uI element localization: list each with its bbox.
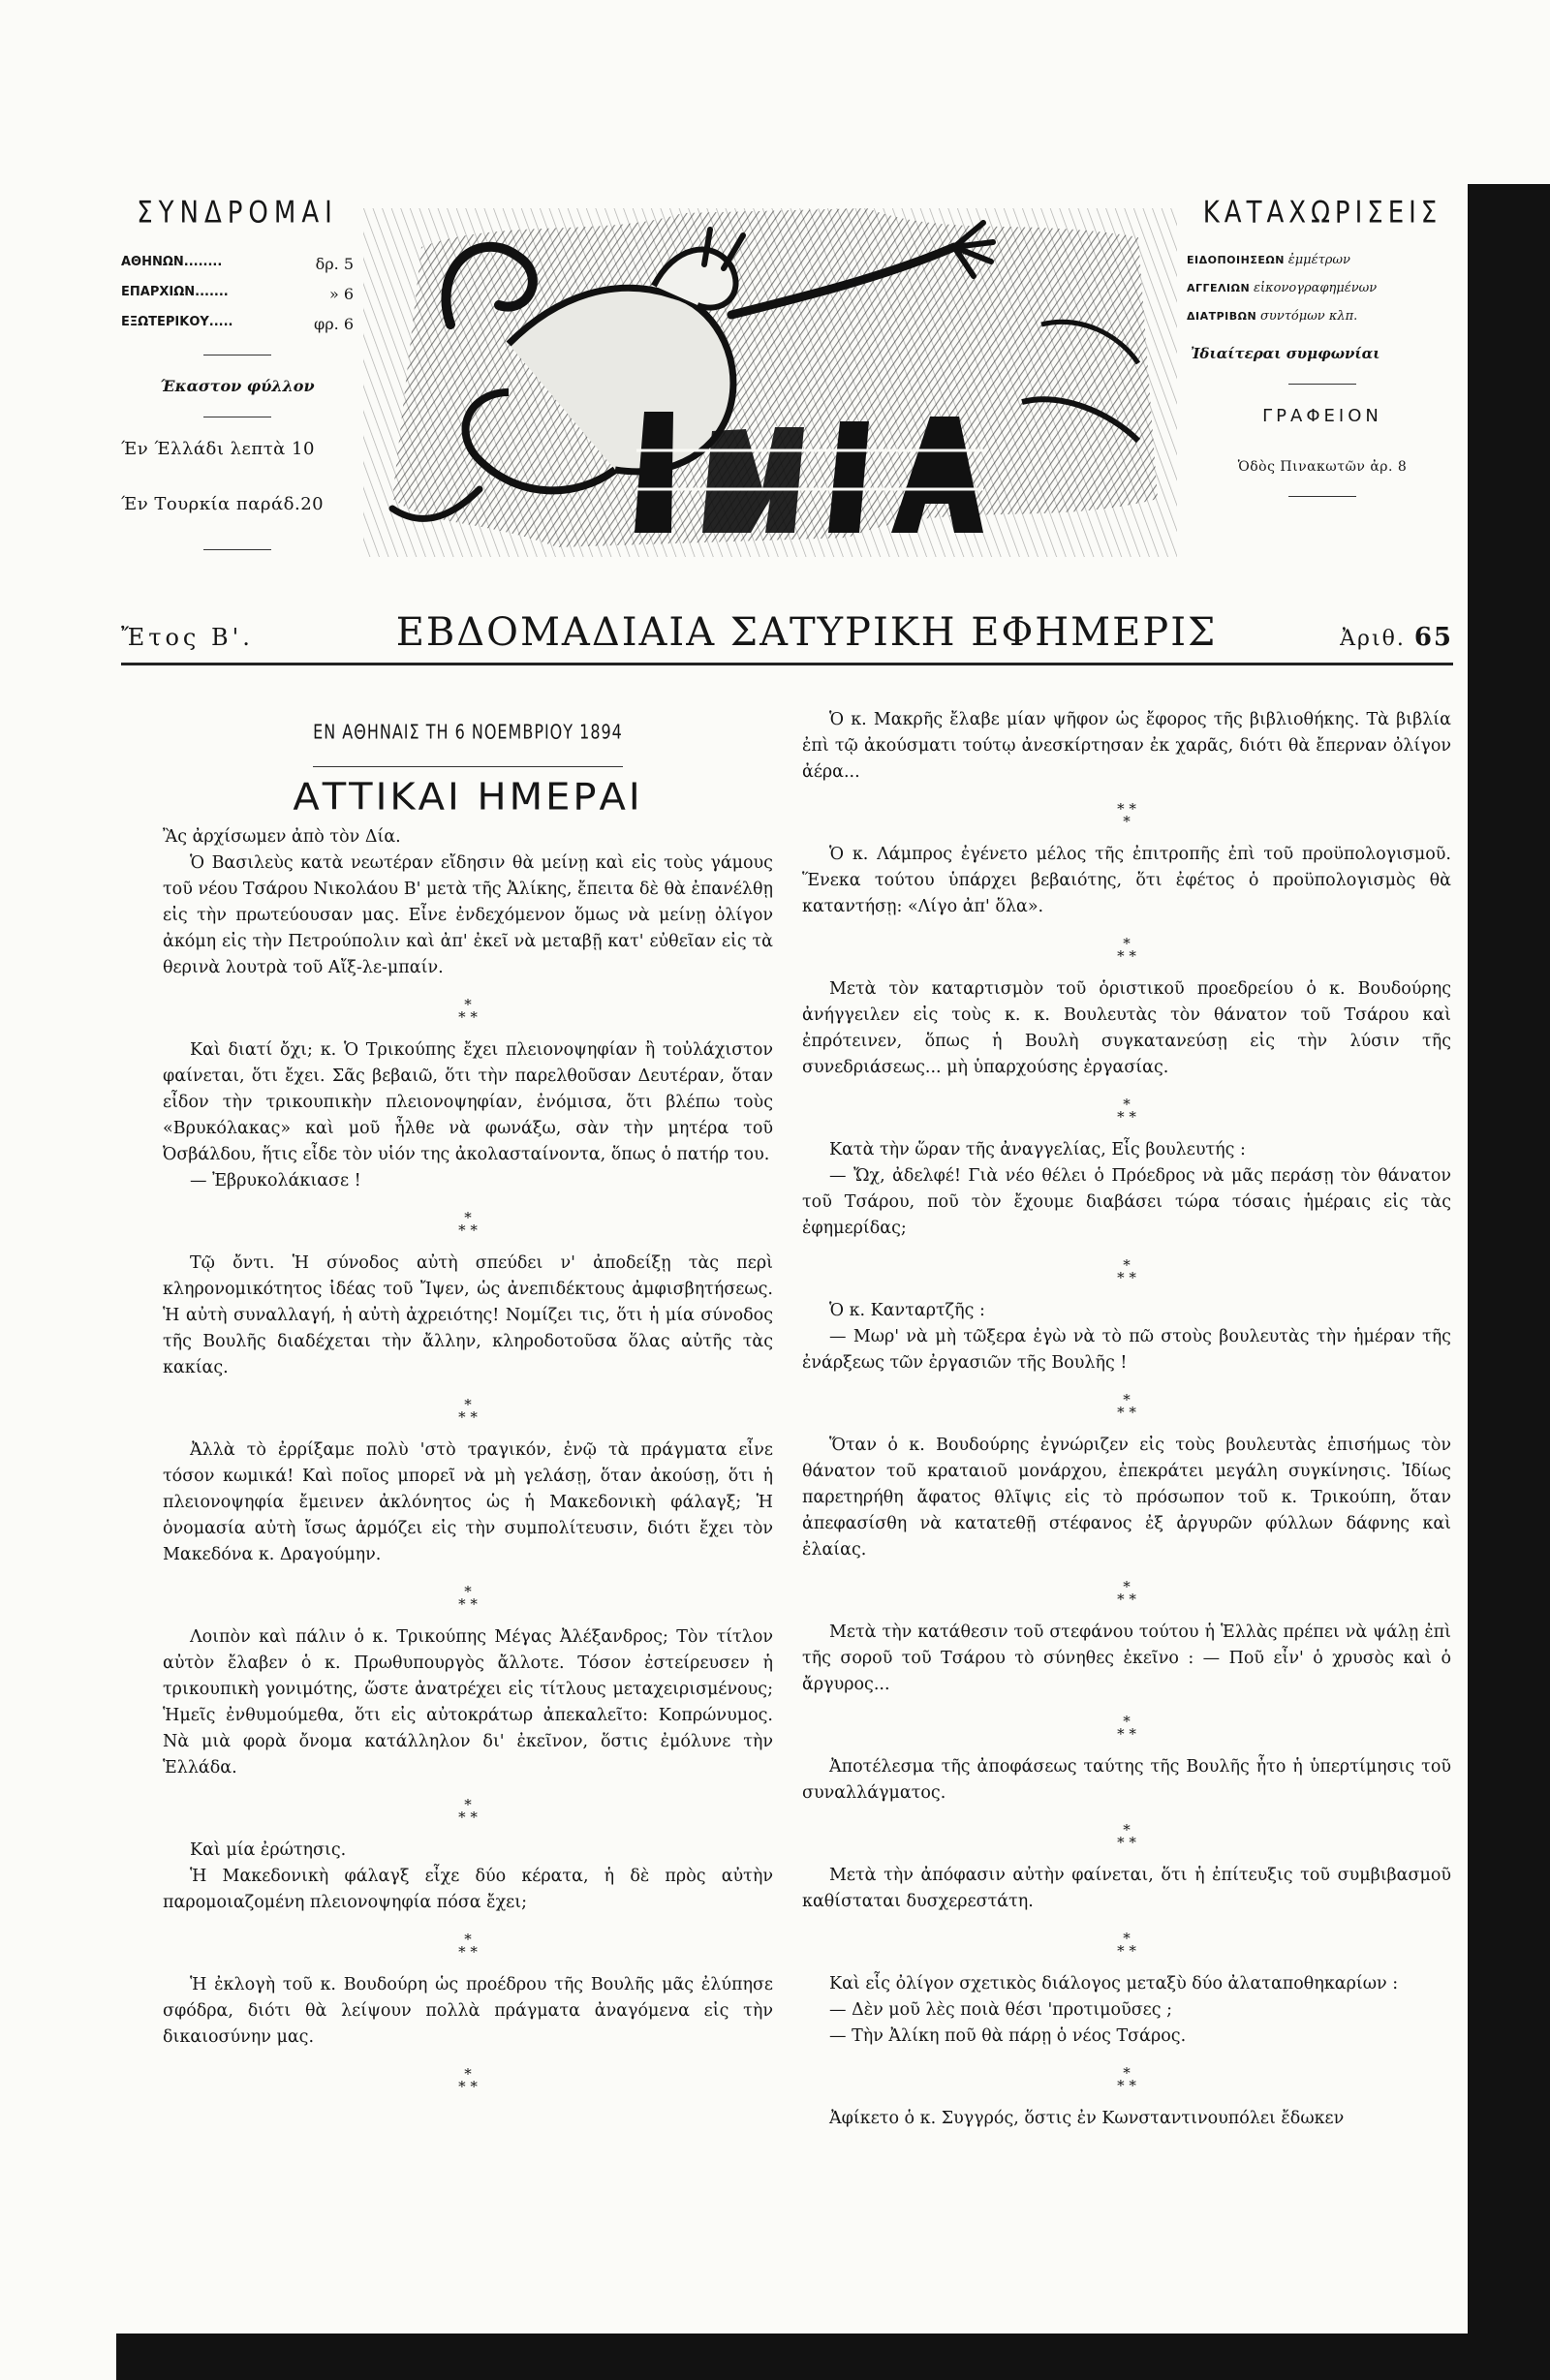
special-agreements: Ἰδιαίτεραι συμφωνίαι [1191,345,1380,362]
price-row [121,255,354,273]
asterism-icon: * * * [458,1796,478,1826]
masthead-illustration [363,208,1177,557]
asterism-icon: * * * [1117,1256,1136,1286]
asterism-icon: * * * [458,1931,478,1961]
divider [313,766,623,767]
price-greece: Έν Έλλάδι λεπτὰ 10 [121,439,315,459]
asterism-icon: * * * [1117,800,1136,830]
asterism-icon: * * * [1117,1096,1136,1126]
dateline: ΕΝ ΑΘΗΝΑΙΣ ΤΗ 6 ΝΟΕΜΒΡΙΟΥ 1894 [313,720,623,744]
divider [1288,384,1356,385]
devil-logo-icon [363,208,1177,557]
newspaper-subtitle: ΕΒΔΟΜΑΔΙΑΙΑ ΣΑΤΥΡΙΚΗ ΕΦΗΜΕΡΙΣ [395,610,1218,655]
paragraph: — Ἐβρυκολάκιασε ! [190,1171,361,1190]
price-label: ΑΘΗΝΩΝ........ [121,255,223,269]
paragraph: Ἀλλὰ τὸ ἐρρίξαμε πολὺ 'στὸ τραγικόν, ἐνῷ τὰ πράγματα εἶνε τόσον κωμικά! Καὶ ποῖος μπορεῖ νὰ μὴ γελάσῃ, ὅταν ἀκούσῃ, ὅτι ἡ πλειονοψηφία ἔμεινεν ἀκλόνητος ὡς ἡ Μακεδονικὴ φάλαγξ; Ἡ ὁνομασία αὐτὴ ἴσως ἁρμόζει εἰς τὴν συμπολίτευσιν, διότι ἔχει τὸν Μακεδόνα κ. Δραγούμην. [163,1440,773,1564]
paragraph: Ἡ Μακεδονικὴ φάλαγξ εἶχε δύο κέρατα, ἡ δὲ πρὸς αὐτὴν παρομοιαζομένη πλειονοψηφία πόσα ἔχει; [163,1867,773,1912]
paragraph: Ὁ κ. Μακρῆς ἔλαβε μίαν ψῆφον ὡς ἔφορος τῆς βιβλιοθήκης. Τὰ βιβλία ἐπὶ τῷ ἀκούσματι τούτῳ ἀνεσκίρτησαν ἐκ χαρᾶς, διότι θὰ ἔπερναν ὀλίγον ἀέρα... [802,710,1451,782]
asterism-icon: * * * [458,1209,478,1239]
paragraph: Λοιπὸν καὶ πάλιν ὁ κ. Τρικούπης Μέγας Ἀλέξανδρος; Τὸν τίτλον αὐτὸν ἔλαβεν ὁ κ. Πρωθυπουργὸς ἄλλοτε. Τόσον ἐστείρευσεν ἡ τρικουπικὴ γονιμότης, ὥστε ἀνατρέχει εἰς τίτλους μεταχειρισμένους; Ἡμεῖς ἐνθυμούμεθα, ὅτι εἰς αὐτοκράτωρ ἀπεκαλεῖτο: Κοπρώνυμος. Νὰ μιὰ φορὰ ὄνομα κατάλληλον δι' ἐκεῖνον, ὅστις ἐμόλυνε τὴν Ἑλλάδα. [163,1627,773,1777]
subscriptions-heading: ΣΥΝΔΡΟΜΑΙ [137,196,338,231]
asterism-icon: * * * [1117,1821,1136,1851]
paragraph: Ἀφίκετο ὁ κ. Συγγρός, ὅστις ἐν Κωνσταντινουπόλει ἔδωκεν [829,2109,1345,2128]
left-column [163,707,773,2107]
section-title: ΑΤΤΙΚΑΙ ΗΜΕΡΑΙ [293,776,643,819]
asterism-icon: * * * [458,1396,478,1426]
right-column [802,707,1451,2132]
listing-label: ΕΙΔΟΠΟΙΗΣΕΩΝ [1187,254,1285,266]
asterism-icon: * * * [1117,1578,1136,1608]
listing-label: ΑΓΓΕΛΙΩΝ [1187,282,1251,294]
paragraph: — Μωρ' νὰ μὴ τῶξερα ἐγὼ νὰ τὸ πῶ στοὺς βουλευτὰς τὴν ἡμέραν τῆς ἐνάρξεως τῶν ἐργασιῶν τῆς Βουλῆς ! [802,1327,1451,1373]
listing-detail: συντόμων κλπ. [1260,309,1358,324]
asterism-icon: * * * [458,2065,478,2095]
asterism-icon: * * * [1117,1930,1136,1960]
paragraph: Τῷ ὄντι. Ἡ σύνοδος αὐτὴ σπεύδει ν' ἀποδείξῃ τὰς περὶ κληρονομικότητος ἰδέας τοῦ Ἴψεν, ὡς ἀνεπιδέκτους ἀμφισβητήσεως. Ἡ αὐτὴ συναλλαγή, ἡ αὐτὴ ἀχρειότης! Νομίζει τις, ὅτι ἡ μία σύνοδος τῆς Βουλῆς διαδέχεται τὴν ἄλλην, κληροδοτοῦσα ὅλας αὐτῆς τὰς κακίας. [163,1253,773,1377]
scan-bottom-shadow [116,2334,1550,2380]
divider [1288,496,1356,497]
asterism-icon: * * * [1117,935,1136,965]
paragraph: Ἂς ἀρχίσωμεν ἀπὸ τὸν Δία. [163,827,401,847]
subscriptions-box [121,196,354,572]
listing-row [1187,253,1458,267]
asterism-icon: * * * [1117,1391,1136,1421]
price-value: » 6 [328,285,354,303]
title-bar [121,610,1453,655]
year-label: Ἔτος Β'. [121,624,254,651]
issue-value: 65 [1413,623,1453,652]
listing-label: ΔΙΑΤΡΙΒΩΝ [1187,310,1257,323]
paragraph: — Δὲν μοῦ λὲς ποιὰ θέσι 'προτιμοῦσες ; [829,2000,1172,2020]
paragraph: Καὶ εἷς ὀλίγον σχετικὸς διάλογος μεταξὺ δύο ἀλαταποθηκαρίων : [829,1974,1399,1994]
price-value: φρ. 6 [314,315,354,333]
listing-row [1187,309,1458,324]
paragraph: Κατὰ τὴν ὥραν τῆς ἀναγγελίας, Εἷς βουλευτής : [829,1140,1246,1159]
paragraph: Ἀποτέλεσμα τῆς ἀποφάσεως ταύτης τῆς Βουλῆς ἦτο ἡ ὑπερτίμησις τοῦ συναλλάγματος. [802,1757,1451,1803]
listings-heading: ΚΑΤΑΧΩΡΙΣΕΙΣ [1202,196,1442,231]
paragraph: Ὅταν ὁ κ. Βουδούρης ἐγνώριζεν εἰς τοὺς βουλευτὰς ἐπισήμως τὸν θάνατον τοῦ κραταιοῦ μονάρχου, ἐπεκράτει μεγάλη συγκίνησις. Ἰδίως παρετηρήθη ἄφατος θλῖψις εἰς τὸ πρόσωπον τοῦ κ. Τρικούπη, ὅταν ἀπεφασίσθη νὰ κατατεθῇ στέφανος ἐξ ἀργυρῶν φύλλων δάφνης καὶ ἐλαίας. [802,1436,1451,1560]
listing-detail: ἐμμέτρων [1287,253,1350,267]
listing-detail: εἰκονογραφημένων [1254,281,1378,295]
office-heading: ΓΡΑΦΕΙΟΝ [1262,406,1382,426]
asterism-icon: * * * [458,996,478,1026]
issue-label: Ἀριθ. [1340,627,1406,651]
header-rule [121,663,1453,665]
paragraph: Ὁ κ. Κανταρτζῆς : [829,1301,985,1320]
listings-box [1187,196,1458,518]
paragraph: Καὶ διατί ὄχι; κ. Ὁ Τρικούπης ἔχει πλειονοψηφίαν ἢ τοὐλάχιστον φαίνεται, ὅτι ἔχει. Σᾶς βεβαιῶ, ὅτι τὴν παρελθοῦσαν Δευτέραν, ὅταν εἶδον τὴν τρικουπικὴν πλειονοψηφίαν, ἐνόμισα, ὅτι βλέπω τοὺς «Βρυκόλακας» καὶ μοῦ ἦλθε νὰ φωνάξω, σὰν τὴν μητέρα τοῦ Ὀσβάλδου, ἥτις εἶδε τὸν υἱόν της ἀκολασταίνοντα, ὅπως ὁ πατήρ του. [163,1040,773,1164]
asterism-icon: * * * [458,1583,478,1613]
paragraph: — Ὤχ, ἀδελφέ! Γιὰ νέο θέλει ὁ Πρόεδρος νὰ μᾶς περάσῃ τὸν θάνατον τοῦ Τσάρου, ποῦ τὸν ἔχουμε διαβάσει τώρα τόσαις ἡμέραις εἰς τὰς ἐφημερίδας; [802,1166,1451,1238]
paragraph: Ὁ κ. Λάμπρος ἐγένετο μέλος τῆς ἐπιτροπῆς ἐπὶ τοῦ προϋπολογισμοῦ. Ἕνεκα τούτου ὑπάρχει βεβαιότης, ὅτι ἐφέτος ὁ προϋπολογισμὸς θὰ καταντήσῃ: «Λίγο ἀπ' ὅλα». [802,845,1451,916]
price-label: ΕΞΩΤΕΡΙΚΟΥ..... [121,315,233,329]
paragraph: Καὶ μία ἐρώτησις. [190,1840,347,1860]
scan-edge-shadow [1468,184,1550,2380]
price-label: ΕΠΑΡΧΙΩΝ....... [121,285,229,299]
paragraph: Μετὰ τὴν κατάθεσιν τοῦ στεφάνου τούτου ἡ Ἑλλὰς πρέπει νὰ ψάλῃ ἐπὶ τῆς σοροῦ τοῦ Τσάρου τὸ σύνηθες ἐκεῖνο : — Ποῦ εἶν' ὁ χρυσὸς καὶ ὁ ἄργυρος... [802,1623,1451,1694]
divider [203,549,271,550]
price-row [121,285,354,303]
single-copy-label: Έκαστον φύλλον [160,377,315,395]
price-turkey: Έν Τουρκία παράδ.20 [121,494,325,514]
listing-row [1187,281,1458,295]
office-address: Ὁδὸς Πινακωτῶν ἀρ. 8 [1237,459,1408,475]
paragraph: Ἡ ἐκλογὴ τοῦ κ. Βουδούρη ὡς προέδρου τῆς Βουλῆς μᾶς ἐλύπησε σφόδρα, διότι θὰ λείψουν πολλὰ πράγματα ἀναγόμενα εἰς τὴν δικαιοσύνην μας. [163,1975,773,2047]
paragraph: Μετὰ τὴν ἀπόφασιν αὐτὴν φαίνεται, ὅτι ἡ ἐπίτευξις τοῦ συμβιβασμοῦ καθίσταται δυσχερεστάτη. [802,1866,1451,1911]
price-value: δρ. 5 [315,255,354,273]
paragraph: Ὁ Βασιλεὺς κατὰ νεωτέραν εἴδησιν θὰ μείνῃ καὶ εἰς τοὺς γάμους τοῦ νέου Τσάρου Νικολάου Β' μετὰ τῆς Ἀλίκης, ἔπειτα δὲ θὰ ἐπανέλθῃ εἰς τὴν πρωτεύουσαν μας. Εἶνε ἐνδεχόμενον ὅμως νὰ μείνῃ ὀλίγον ἀκόμη εἰς τὴν Πετρούπολιν καὶ ἀπ' ἐκεῖ νὰ μεταβῇ κατ' εὐθεῖαν εἰς τὰ θερινὰ λουτρὰ τοῦ Αἴξ-λε-μπαίν. [163,853,773,977]
issue-number [1259,623,1453,652]
paragraph: — Τὴν Ἀλίκη ποῦ θὰ πάρῃ ὁ νέος Τσάρος. [829,2026,1187,2046]
asterism-icon: * * * [1117,2064,1136,2094]
paragraph: Μετὰ τὸν καταρτισμὸν τοῦ ὁριστικοῦ προεδρείου ὁ κ. Βουδούρης ἀνήγγειλεν εἰς τοὺς κ. κ. Βουλευτὰς τὸν θάνατον τοῦ Τσάρου καὶ ἐπρότεινεν, ὅπως ἡ Βουλὴ συγκατανεύσῃ εἰς τὴν λύσιν τῆς συνεδριάσεως... μὴ ὑπαρχούσης ἐργασίας. [802,979,1451,1077]
asterism-icon: * * * [1117,1713,1136,1743]
price-row [121,315,354,333]
